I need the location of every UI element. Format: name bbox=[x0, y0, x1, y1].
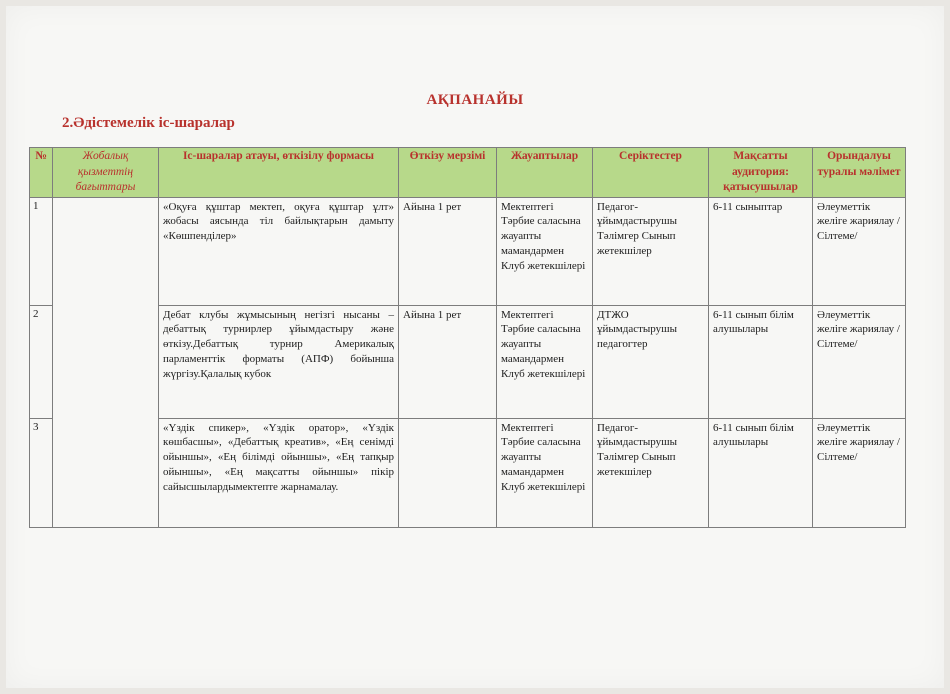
partners-cell: Педагог-ұйымдастырушы Тәлімгер Сынып жетекшілер bbox=[593, 197, 709, 305]
responsible-cell: Мектептегі Тәрбие саласына жауапты мамандармен Клуб жетекшілері bbox=[497, 197, 593, 305]
responsible-cell: Мектептегі Тәрбие саласына жауапты мамандармен Клуб жетекшілері bbox=[497, 305, 593, 418]
page-title: АҚПАНАЙЫ bbox=[426, 92, 524, 108]
info-cell: Әлеуметтік желіге жариялау /Сілтеме/ bbox=[813, 305, 906, 418]
partners-cell: ДТЖО ұйымдастырушы педагогтер bbox=[593, 305, 709, 418]
table-row bbox=[30, 197, 906, 305]
header-cell: Орындалуы туралы мәлімет bbox=[813, 148, 906, 198]
project-direction-cell bbox=[53, 197, 159, 527]
event-cell: Дебат клубы жұмысының негізгі нысаны – дебаттық турнирлер ұйымдастыру және өткізу.Дебаттық турнир Америкалық парламенттік форматы (АПФ) бойынша жүргізу.Қалалық кубок bbox=[159, 305, 399, 418]
table-row bbox=[30, 305, 906, 418]
audience-cell: 6-11 сынып білім алушылары bbox=[709, 418, 813, 527]
partners-cell: Педагог-ұйымдастырушы Тәлімгер Сынып жетекшілер bbox=[593, 418, 709, 527]
row-number: 3 bbox=[30, 418, 53, 527]
responsible-cell: Мектептегі Тәрбие саласына жауапты мамандармен Клуб жетекшілері bbox=[497, 418, 593, 527]
row-number: 1 bbox=[30, 197, 53, 305]
header-cell: Жауаптылар bbox=[497, 148, 593, 198]
info-cell: Әлеуметтік желіге жариялау /Сілтеме/ bbox=[813, 197, 906, 305]
header-cell: Жобалық қызметтің бағыттары bbox=[53, 148, 159, 198]
header-cell: Серіктестер bbox=[593, 148, 709, 198]
audience-cell: 6-11 сынып білім алушылары bbox=[709, 305, 813, 418]
event-cell: «Үздік спикер», «Үздік оратор», «Үздік көшбасшы», «Дебаттық креатив», «Ең сенімді ойыншы», «Ең білімді ойыншы», «Ең тапқыр ойыншы», «Ең мақсатты ойыншы» пікір сайысшылардымектепте жарнамалау. bbox=[159, 418, 399, 527]
timing-cell: Айына 1 рет bbox=[399, 197, 497, 305]
timing-cell: Айына 1 рет bbox=[399, 305, 497, 418]
header-cell: № bbox=[30, 148, 53, 198]
header-cell: Іс-шаралар атауы, өткізілу формасы bbox=[159, 148, 399, 198]
header-cell: Өткізу мерзімі bbox=[399, 148, 497, 198]
event-cell: «Оқуға құштар мектеп, оқуға құштар ұлт» жобасы аясында тіл байлықтарын дамыту «Көшпенділер» bbox=[159, 197, 399, 305]
table-header-row bbox=[30, 148, 906, 198]
header-cell: Мақсатты аудитория: қатысушылар bbox=[709, 148, 813, 198]
audience-cell: 6-11 сыныптар bbox=[709, 197, 813, 305]
section-heading: 2.Әдістемелік іс-шаралар bbox=[62, 115, 235, 131]
events-table bbox=[29, 147, 906, 528]
table-row bbox=[30, 418, 906, 527]
timing-cell bbox=[399, 418, 497, 527]
row-number: 2 bbox=[30, 305, 53, 418]
info-cell: Әлеуметтік желіге жариялау /Сілтеме/ bbox=[813, 418, 906, 527]
